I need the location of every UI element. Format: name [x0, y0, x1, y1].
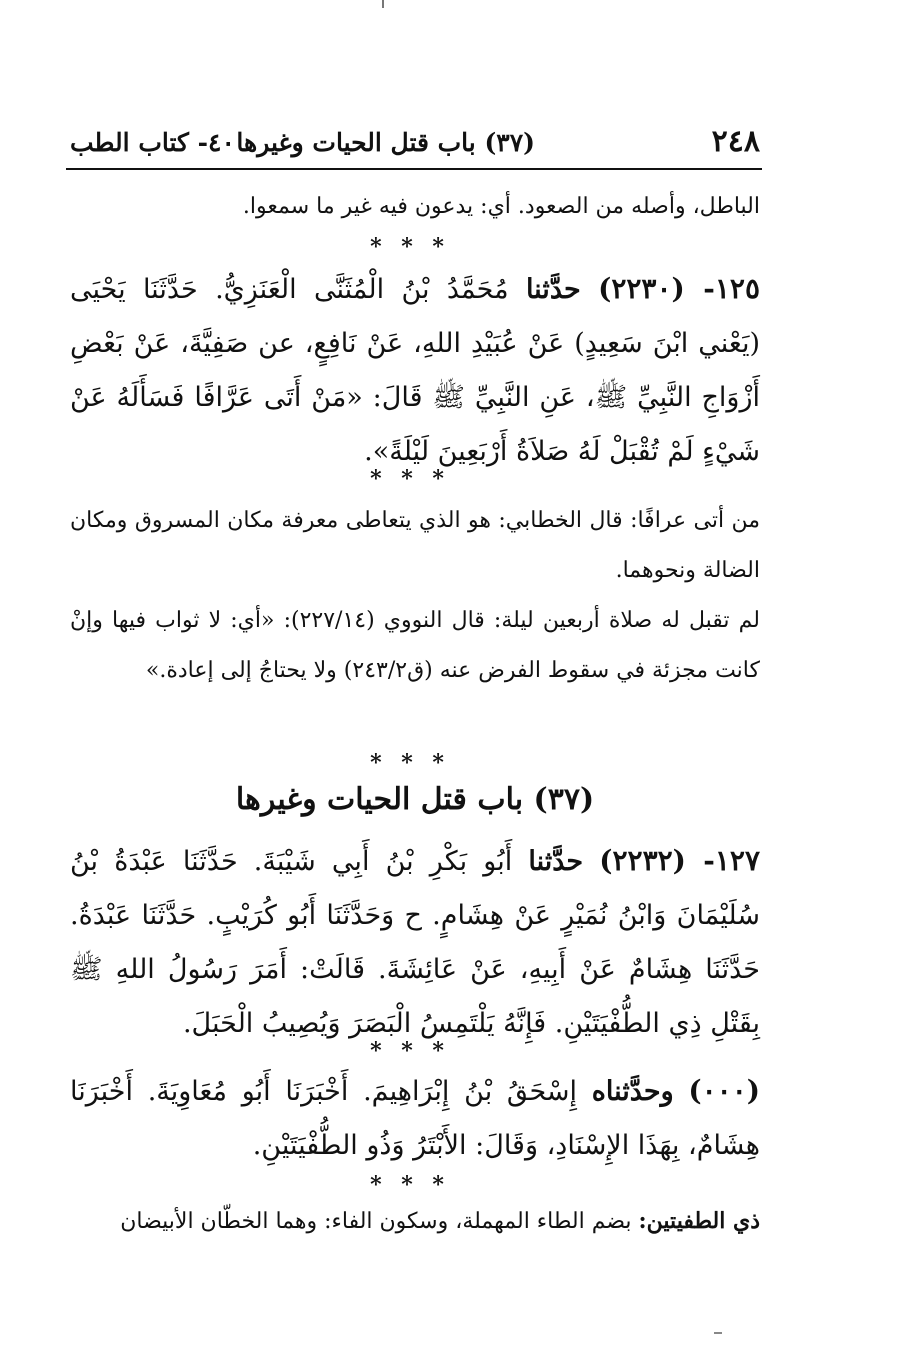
scan-mark-top: [382, 0, 384, 8]
note-intro: [70, 182, 760, 232]
separator-stars: * * *: [370, 750, 450, 776]
note-arraf-text: من أتى عرافًا: قال الخطابي: هو الذي يتعاطى معرفة مكان المسروق ومكان الضالة ونحوهما.: [70, 508, 760, 583]
hadith-number: (٠٠٠): [688, 1074, 760, 1107]
hadith-number: ١٢٥- (٢٢٣٠): [598, 272, 761, 305]
note-text: بضم الطاء المهملة، وسكون الفاء: وهما الخطّان الأبيضان: [120, 1209, 632, 1234]
scan-mark-bottom: [714, 1332, 722, 1334]
hadith-lead: حدَّثنا: [528, 846, 584, 877]
hadith-lead: حدَّثنا: [525, 274, 581, 305]
separator-stars: * * *: [370, 1038, 450, 1064]
hadith-127: [70, 834, 760, 1051]
separator-stars: * * *: [370, 234, 450, 260]
separator-stars: * * *: [370, 1172, 450, 1198]
note-nawawi-text: لم تقبل له صلاة أربعين ليلة: قال النووي (٢٢٧/١٤): «أي: لا ثواب فيها وإنْ كانت مجزئة في سقوط الفرض عنه (ق٢٤٣/٢) ولا يحتاجُ إلى إعادة.»: [70, 608, 760, 683]
hadith-000: [70, 1064, 760, 1173]
note-intro-text: الباطل، وأصله من الصعود. أي: يدعون فيه غير ما سمعوا.: [242, 194, 760, 219]
note-tufyatayn: [70, 1196, 760, 1247]
header-rule: [66, 168, 762, 170]
hadith-text: مُحَمَّدُ بْنُ الْمُثَنَّى الْعَنَزِيُّ. حَدَّثَنَا يَحْيَى (يَعْني ابْنَ سَعِيدٍ) عَنْ عُبَيْدِ اللهِ، عَنْ نَافِعٍ، عن صَفِيَّةَ، عَنْ بَعْضِ أَزْوَاجِ النَّبِيِّ ﷺ، عَنِ النَّبِيِّ ﷺ قَالَ: «مَنْ أَتَى عَرَّافًا فَسَأَلَهُ عَنْ شَيْءٍ لَمْ تُقْبَلْ لَهُ صَلاَةُ أَرْبَعِينَ لَيْلَةً».: [70, 274, 760, 467]
note-nawawi: [70, 596, 760, 696]
note-arraf: [70, 496, 760, 596]
separator-stars: * * *: [370, 466, 450, 492]
page-number: ٢٤٨: [711, 124, 760, 159]
header-book-title: ٤٠- كتاب الطب: [70, 128, 235, 157]
running-header: [70, 120, 760, 164]
hadith-text: إِسْحَقُ بْنُ إِبْرَاهِيمَ. أَخْبَرَنَا أَبُو مُعَاوِيَةَ. أَخْبَرَنَا هِشَامٌ، بِهَذَا الإِسْنَادِ، وَقَالَ: الأَبْتَرُ وَذُو الطُّفْيَتَيْنِ.: [70, 1076, 760, 1161]
chapter-heading: (٣٧) باب قتل الحيات وغيرها: [235, 782, 595, 817]
hadith-lead: وحدَّثناه: [591, 1076, 674, 1107]
hadith-number: ١٢٧- (٢٢٣٢): [599, 844, 760, 877]
note-lead: ذي الطفيتين:: [638, 1208, 760, 1234]
header-chapter-title: (٣٧) باب قتل الحيات وغيرها: [236, 128, 535, 157]
hadith-125: [70, 262, 760, 479]
hadith-text: أَبُو بَكْرِ بْنُ أَبِي شَيْبَةَ. حَدَّثَنَا عَبْدَةُ بْنُ سُلَيْمَانَ وَابْنُ نُمَيْرٍ عَنْ هِشَامٍ. ح وَحَدَّثَنَا أَبُو كُرَيْبٍ. حَدَّثَنَا عَبْدَةُ. حَدَّثَنَا هِشَامٌ عَنْ أَبِيهِ، عَنْ عَائِشَةَ. قَالَتْ: أَمَرَ رَسُولُ اللهِ ﷺ بِقَتْلِ ذِي الطُّفْيَتَيْنِ. فَإِنَّهُ يَلْتَمِسُ الْبَصَرَ وَيُصِيبُ الْحَبَلَ.: [70, 846, 760, 1039]
